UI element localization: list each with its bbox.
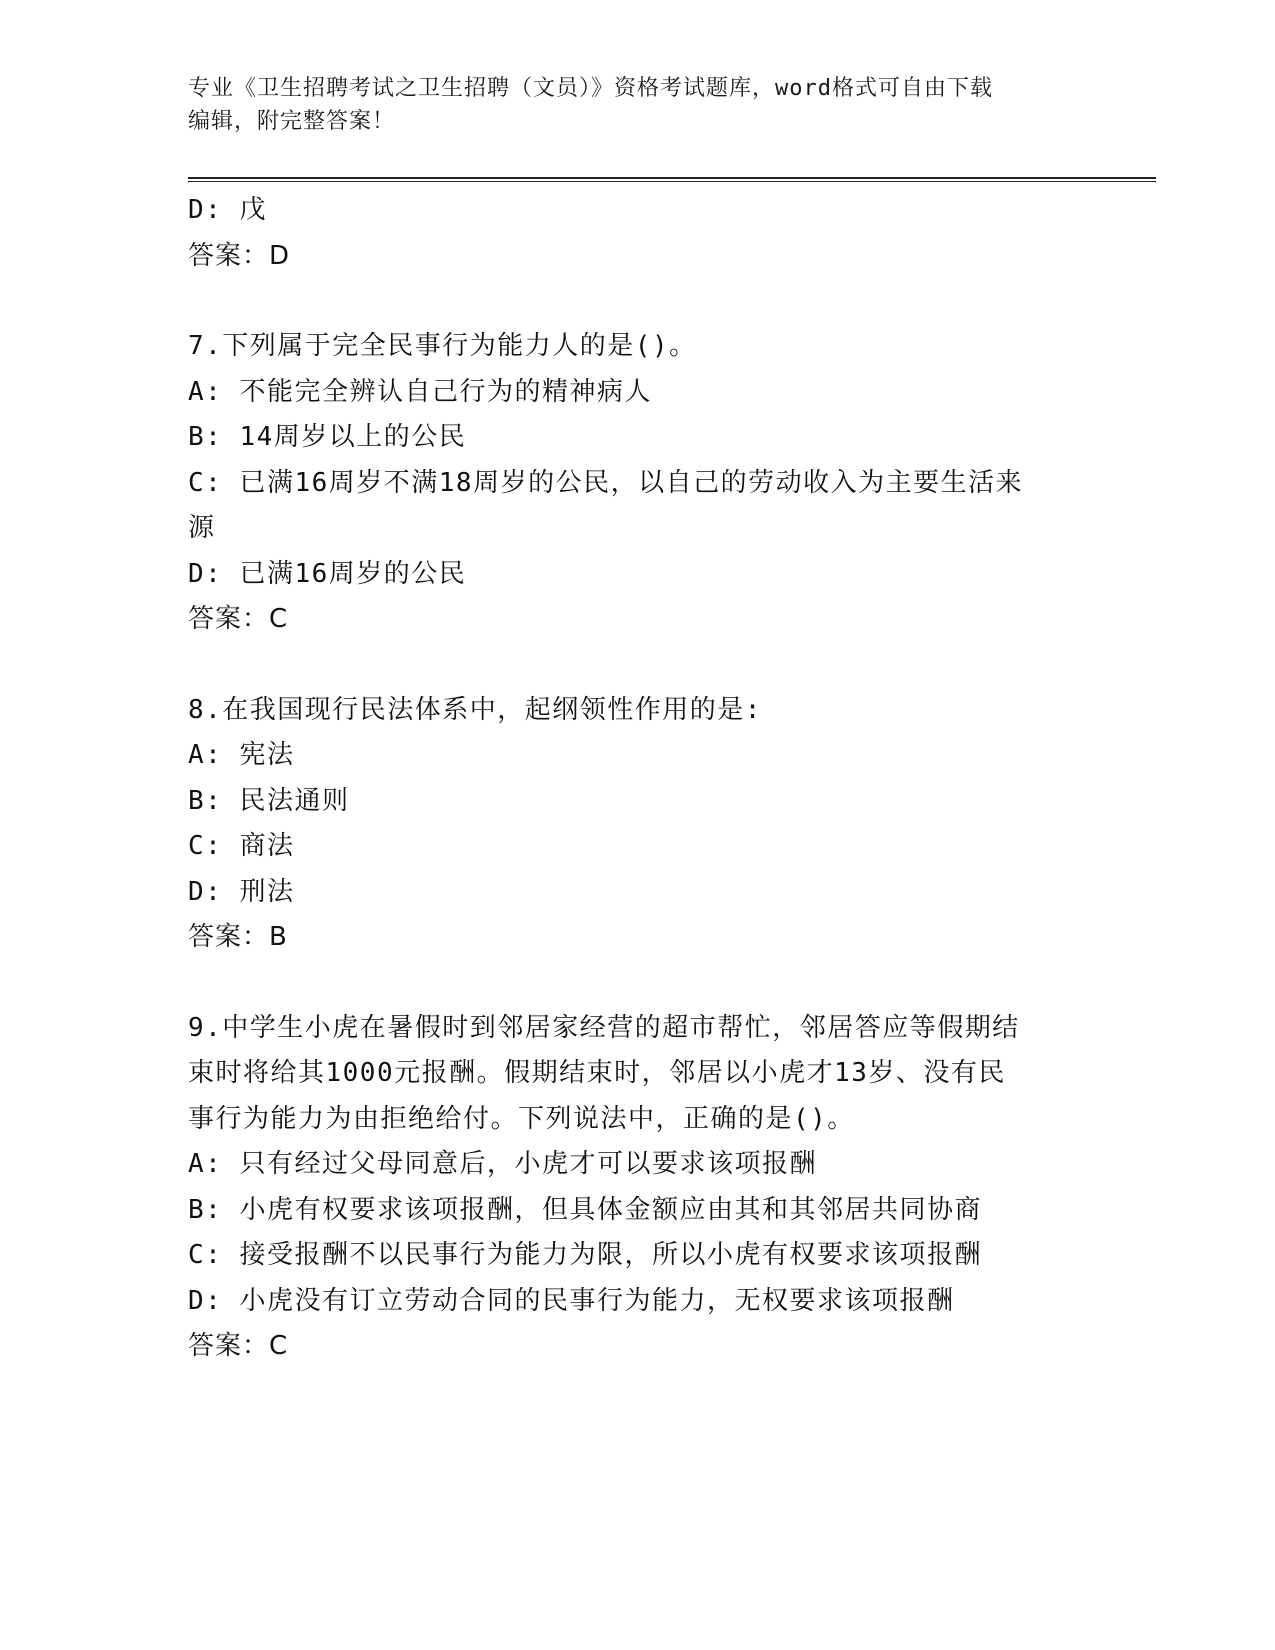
question-9	[188, 1006, 1088, 1370]
header-divider	[188, 177, 1156, 182]
option-c: C: 接受报酬不以民事行为能力为限，所以小虎有权要求该项报酬	[188, 1240, 982, 1270]
question-stem: 8.在我国现行民法体系中，起纲领性作用的是:	[188, 694, 762, 725]
question-stem-line-2: 束时将给其1000元报酬。假期结束时，邻居以小虎才13岁、没有民	[188, 1058, 1006, 1088]
option-c-continued: 源	[188, 513, 216, 543]
question-stem: 7.下列属于完全民事行为能力人的是()。	[188, 331, 697, 361]
option-d: D: 刑法	[188, 876, 295, 907]
question-content	[188, 188, 1088, 1370]
page-header	[188, 72, 1068, 138]
option-a: A: 宪法	[188, 740, 295, 770]
answer: 答案：B	[188, 922, 288, 952]
option-b: B: 民法通则	[188, 785, 350, 816]
spacer	[188, 643, 1088, 688]
answer: 答案：C	[188, 604, 289, 634]
question-stem-line-1: 9.中学生小虎在暑假时到邻居家经营的超市帮忙，邻居答应等假期结	[188, 1012, 1020, 1043]
spacer	[188, 961, 1088, 1006]
answer: 答案：D	[188, 240, 291, 271]
question-8	[188, 688, 1088, 961]
option-b: B: 14周岁以上的公民	[188, 422, 467, 452]
option-b: B: 小虎有权要求该项报酬，但具体金额应由其和其邻居共同协商	[188, 1194, 982, 1225]
question-stem-line-3: 事行为能力为由拒绝给付。下列说法中，正确的是()。	[188, 1103, 855, 1134]
header-line-2: 编辑，附完整答案！	[188, 109, 396, 134]
option-d: D: 小虎没有订立劳动合同的民事行为能力，无权要求该项报酬	[188, 1285, 955, 1316]
answer: 答案：C	[188, 1331, 289, 1361]
option-a: A: 只有经过父母同意后，小虎才可以要求该项报酬	[188, 1149, 817, 1179]
option-c: C: 已满16周岁不满18周岁的公民，以自己的劳动收入为主要生活来	[188, 467, 1024, 498]
option-d: D: 戊	[188, 195, 267, 225]
option-c: C: 商法	[188, 831, 295, 861]
spacer	[188, 279, 1088, 324]
previous-question-tail	[188, 188, 1088, 279]
option-a: A: 不能完全辨认自己行为的精神病人	[188, 376, 652, 407]
question-7	[188, 324, 1088, 643]
option-d: D: 已满16周岁的公民	[188, 558, 467, 589]
header-line-1: 专业《卫生招聘考试之卫生招聘（文员）》资格考试题库，word格式可自由下载	[188, 76, 993, 101]
